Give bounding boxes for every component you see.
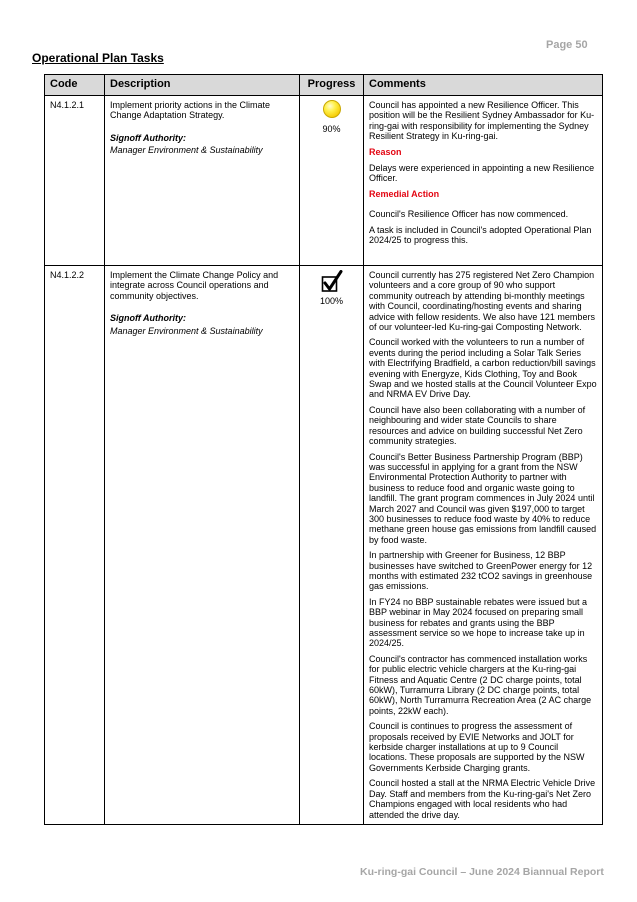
remedial-paragraph: Council's Resilience Officer has now commenced.: [369, 209, 569, 220]
comment-paragraph: Council is continues to progress the assessment of proposals received by EVIE Networks and JOLT for kerbside charger installations at up to 9 Council locations. These proposals are supported by the NSW Governments Kerbside Charging grants.: [369, 721, 585, 773]
comment-paragraph: Council's contractor has commenced installation works for public electric vehicle chargers at the Ku-ring-gai Fitness and Aquatic Centre (2 DC charge points, total 60kW), Turramurra Library (2 DC charge points, total 60kW), North Turramurra Recreation Area (2 AC charge points, 22kW each).: [369, 653, 592, 716]
report-footer: Ku-ring-gai Council – June 2024 Biannual Report: [360, 866, 604, 878]
section-title: Operational Plan Tasks: [32, 51, 164, 65]
remedial-paragraph: A task is included in Council's adopted Operational Plan 2024/25 to progress this.: [369, 224, 592, 246]
comment-paragraph: Council has appointed a new Resilience Officer. This position will be the Resilient Sydney Ambassador for Ku-ring-gai with responsibility for implementing the Sydney Resilient Strategy in Ku-ring-gai.: [369, 100, 595, 142]
signoff-name: Manager Environment & Sustainability: [110, 325, 263, 336]
reason-text: Delays were experienced in appointing a new Resilience Officer.: [369, 163, 595, 184]
progress-value: 100%: [319, 296, 344, 306]
comments-cell: [364, 266, 603, 825]
reason-label: Reason: [369, 146, 402, 157]
page-number: Page 50: [546, 39, 588, 51]
table-header-row: [45, 75, 603, 96]
comment-paragraph: Council's Better Business Partnership Program (BBP) was successful in applying for a grant from the NSW Environmental Protection Authority to partner with business to reduce food and organic waste going to landfill. The grant program commences in July 2024 until March 2027 and Council was given $197,000 to target 300 businesses to reduce food waste by 40% to reduce methane green house gas emissions from landfill caused by food waste.: [369, 451, 597, 545]
operational-plan-table: [44, 74, 603, 825]
signoff-label: Signoff Authority:: [110, 132, 186, 143]
progress-cell: [300, 96, 364, 266]
checkmark-box-icon: [320, 270, 344, 294]
progress-value: 90%: [322, 124, 341, 134]
header-description: Description: [105, 75, 300, 96]
task-code: N4.1.2.1: [45, 96, 105, 266]
progress-cell: [300, 266, 364, 825]
table-row: [45, 266, 603, 825]
comment-paragraph: Council worked with the volunteers to run a number of events during the period including a Solar Talk Series with Electrifying Bradfield, a carbon reduction/bill savings evening with Energyze, Kids Clothing, Toy and Book Swap and we hosted stalls at the Council Volunteer Expo and NRMA EV Drive Day.: [369, 337, 597, 400]
comments-cell: [364, 96, 603, 266]
signoff-label: Signoff Authority:: [110, 313, 186, 324]
comment-paragraph: In partnership with Greener for Business, 12 BBP businesses have switched to GreenPower energy for 12 months with estimated 232 tCO2 savings in greenhouse gas emissions.: [369, 550, 593, 592]
table-row: [45, 96, 603, 266]
comment-paragraph: Council hosted a stall at the NRMA Electric Vehicle Drive Day. Staff and members from the Ku-ring-gai's Net Zero Champions engaged with local residents who had attended the drive day.: [369, 778, 596, 820]
comment-paragraph: Council have also been collaborating with a number of neighbouring and wider state Councils to share resources and advice on building successful Net Zero community strategies.: [369, 404, 586, 447]
task-description: Implement the Climate Change Policy and integrate across Council operations and community objectives.: [110, 270, 279, 301]
comment-paragraph: In FY24 no BBP sustainable rebates were issued but a BBP webinar in May 2024 focused on preparing small business for rebates and grants using the BBP assessment service so we hope to increase take up in 2024/25.: [369, 596, 587, 649]
header-comments: Comments: [364, 75, 603, 96]
task-description: Implement priority actions in the Climate Change Adaptation Strategy.: [110, 100, 271, 121]
remedial-action-label: Remedial Action: [369, 188, 440, 199]
yellow-circle-icon: [323, 100, 341, 118]
task-description-cell: [105, 96, 300, 266]
header-progress: Progress: [300, 75, 364, 96]
header-code: Code: [45, 75, 105, 96]
task-code: N4.1.2.2: [45, 266, 105, 825]
comment-paragraph: Council currently has 275 registered Net Zero Champion volunteers and a core group of 90 who support community outreach by attending bi-monthly meetings with Council, coordinating/hosting events and sharing advice with fellow residents. We also have 121 members of our volunteer-led Ku-ring-gai Composting Network.: [369, 270, 595, 333]
task-description-cell: [105, 266, 300, 825]
signoff-name: Manager Environment & Sustainability: [110, 145, 263, 156]
